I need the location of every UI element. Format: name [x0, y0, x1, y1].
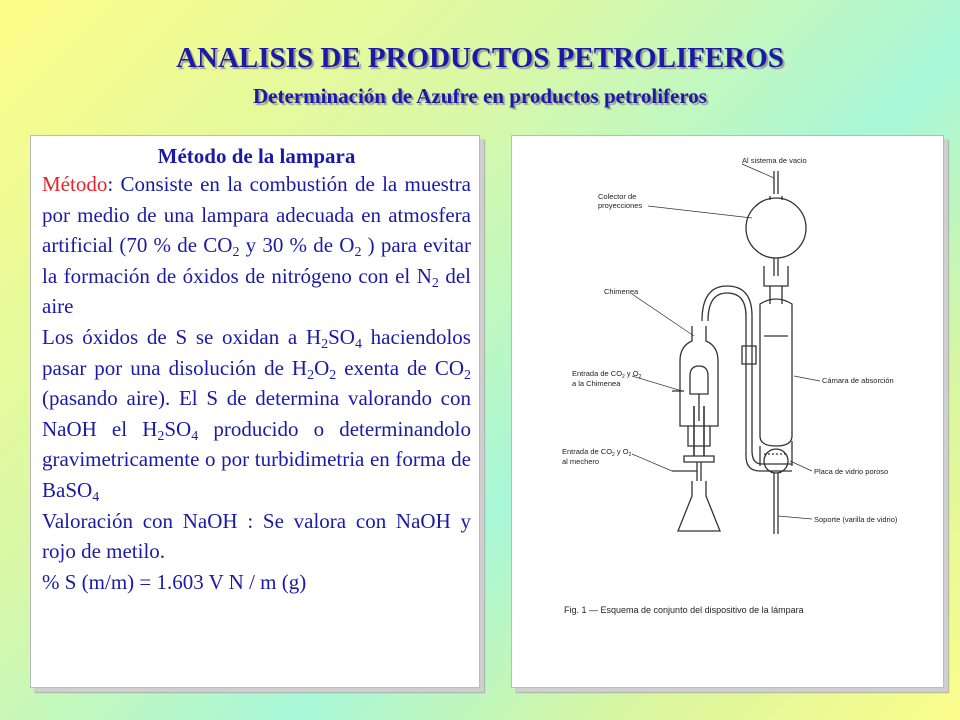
label-inlet-chimney-2: a la Chimenea [572, 379, 621, 388]
label-porous-plate: Placa de vidrio poroso [814, 467, 889, 476]
slide-title: ANALISIS DE PRODUCTOS PETROLIFEROS [176, 42, 784, 74]
label-collector-2: proyecciones [598, 201, 643, 210]
figure-caption: Fig. 1 — Esquema de conjunto del dispositivo de la lámpara [564, 605, 804, 615]
apparatus-figure [511, 135, 944, 688]
label-support-rod: Soporte (varilla de vidrio) [814, 515, 898, 524]
label-vacuum: Al sistema de vacio [742, 156, 807, 165]
label-inlet-burner-2: al mechero [562, 457, 600, 466]
method-paragraph: Método: Consiste en la combustión de la muestra por medio de una lampara adecuada en atmosfera artificial (70 % de $CO_2$ y 30 % de $O_2$ ) para evitar la formación de óxidos de nitrógeno con el $N_2$ del aire [42, 172, 472, 319]
method-text-box [30, 135, 480, 688]
slide-subtitle: Determinación de Azufre en productos petroliferos [253, 84, 707, 108]
label-chimney: Chimenea [604, 287, 639, 296]
method-label: Método [42, 172, 108, 196]
label-collector-1: Colector de [598, 192, 637, 201]
formula-line: % S (m/m) = 1.603 V N / m (g) [42, 569, 307, 594]
label-absorption-chamber: Cámara de absorción [822, 376, 894, 385]
oxidation-paragraph: Los óxidos de S se oxidan a $H_2SO_4$ haciendolos pasar por una disolución de $H_2O_2$ exenta de $CO_2$ (pasando aire). El S de determina valorando con NaOH el $H_2SO_4$ producido o determinandolo gravimetricamente o por turbidimetria en forma de BaSO$_4$ [42, 324, 471, 505]
titration-paragraph: Valoración con NaOH : Se valora con NaOH y rojo de metilo. [42, 508, 471, 564]
lamp-apparatus-diagram [512, 136, 945, 689]
label-inlet-chimney-1: Entrada de $CO_2$ y $O_2$ [572, 369, 642, 380]
method-heading: Método de la lampara [157, 144, 356, 168]
label-inlet-burner-1: Entrada de $CO_2$ y $O_2$ [562, 447, 632, 458]
